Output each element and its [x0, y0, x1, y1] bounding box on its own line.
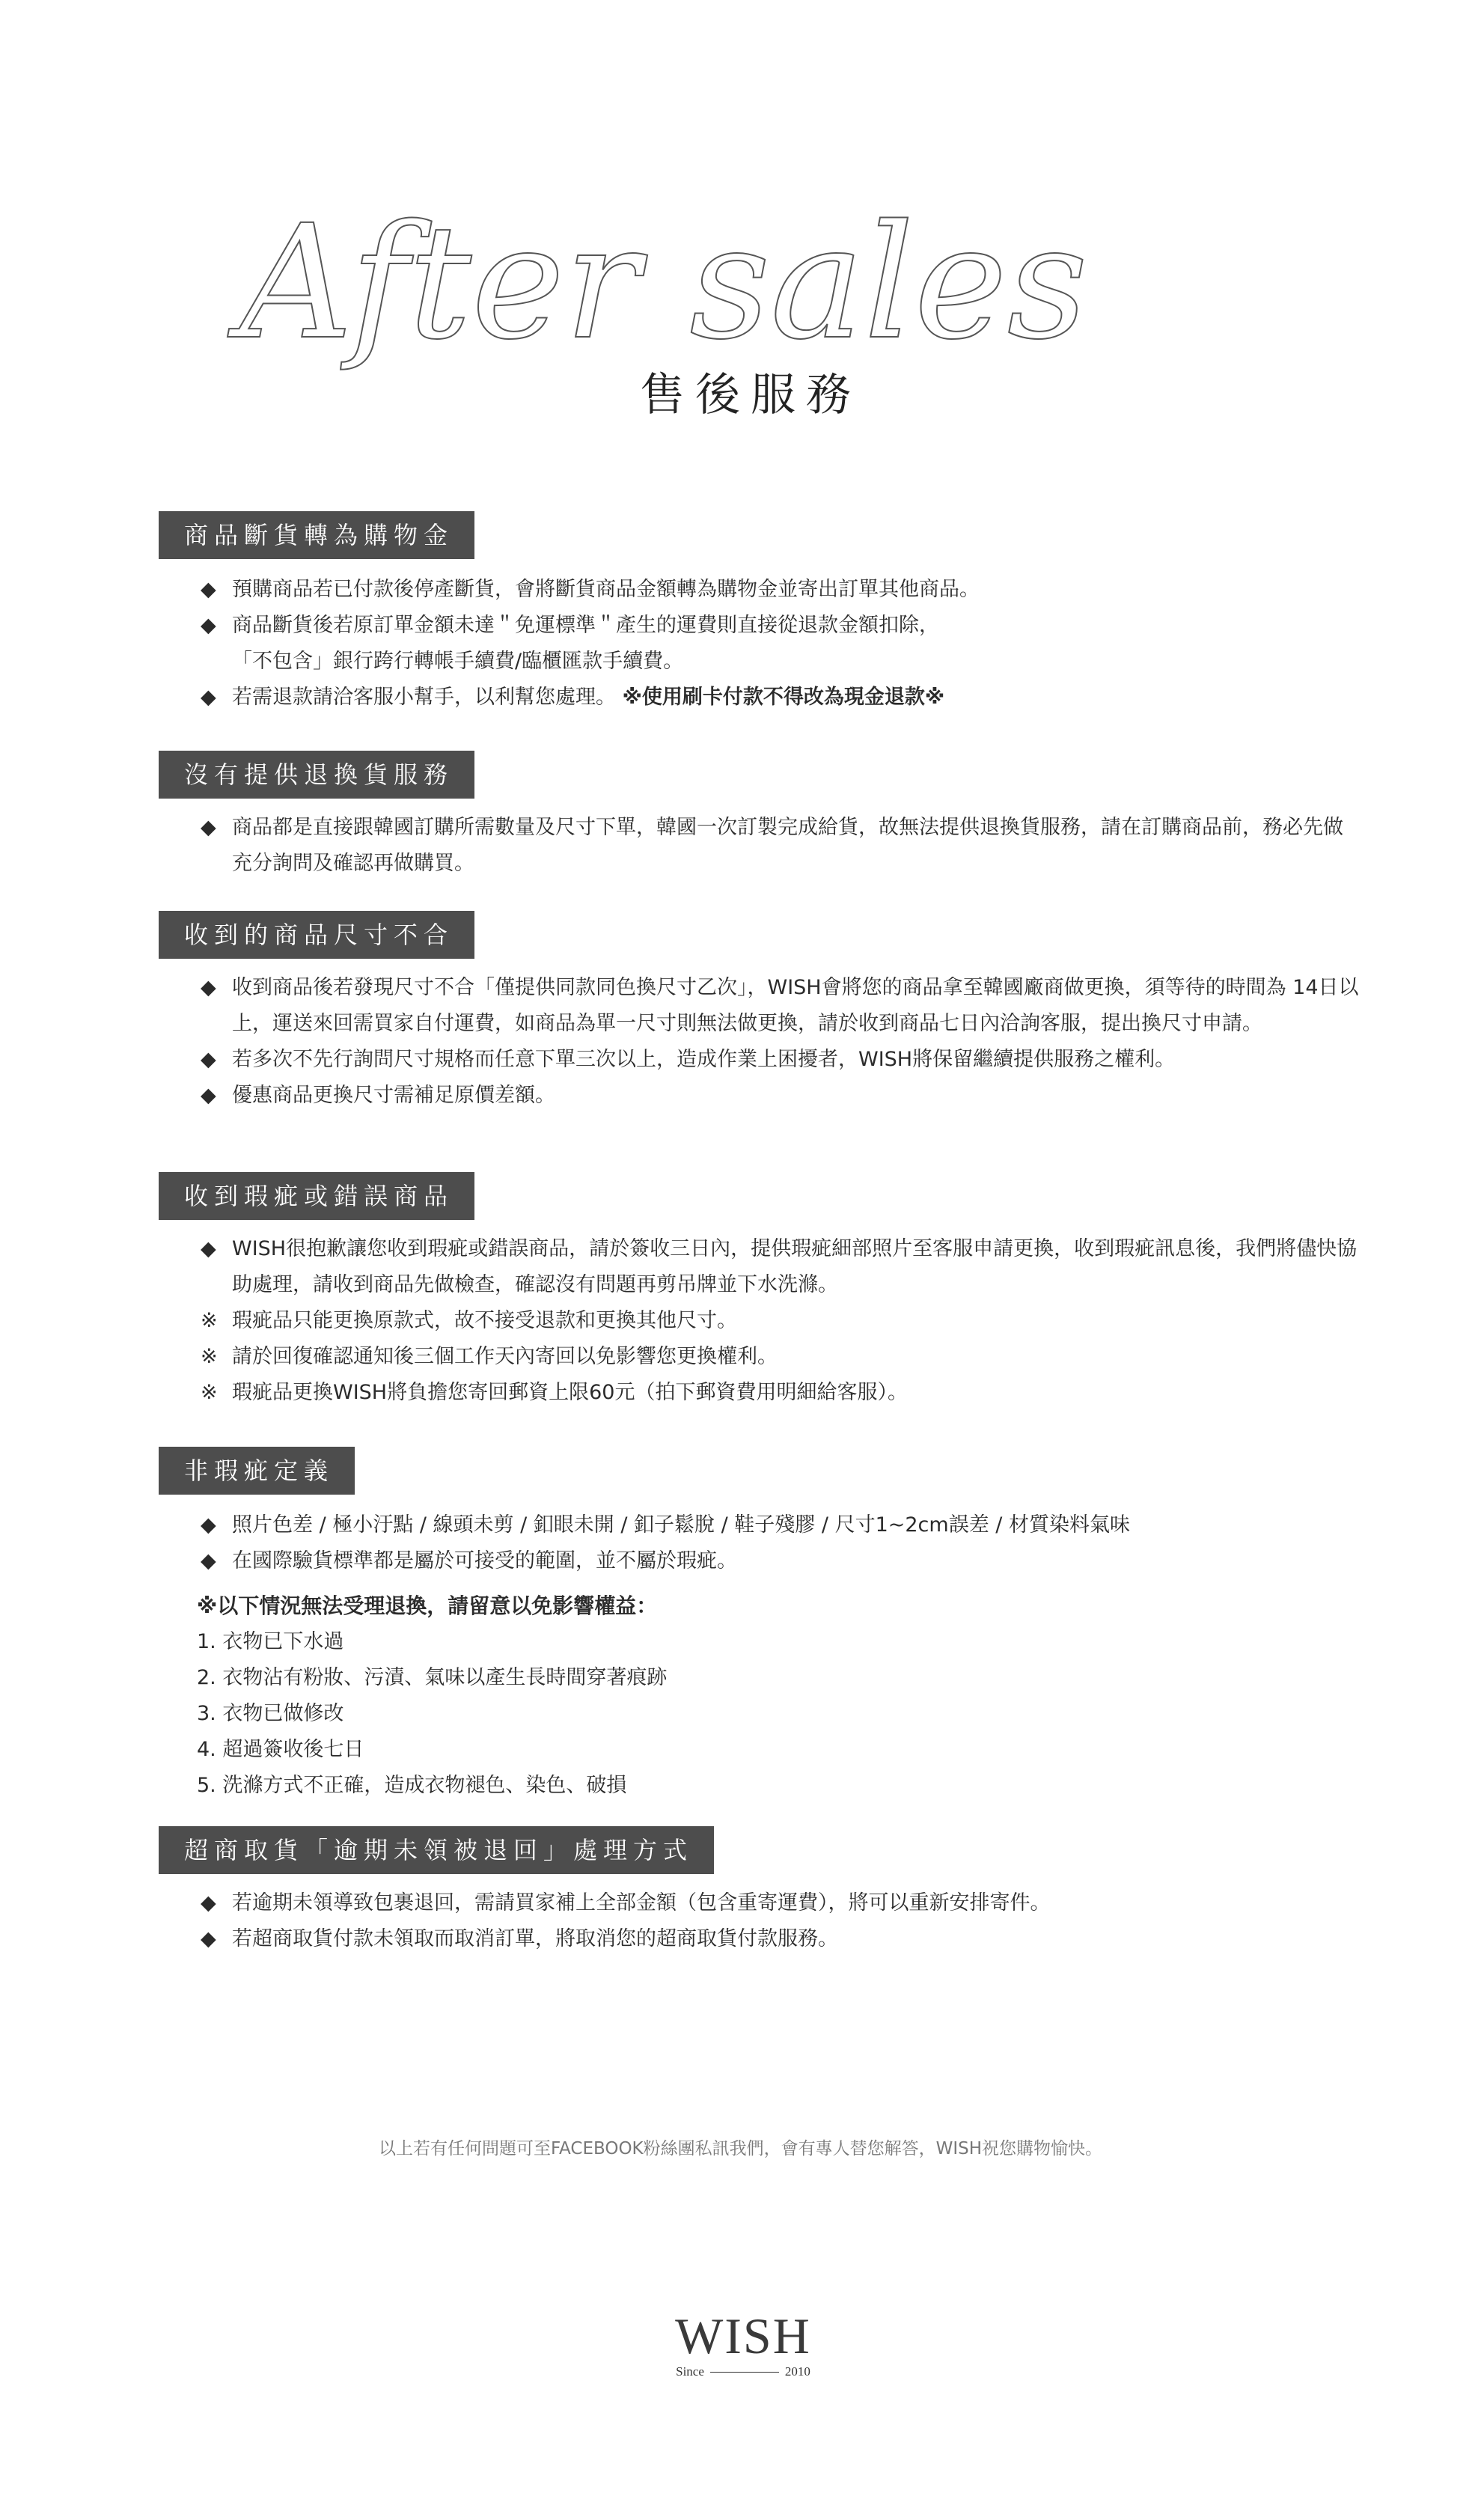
diamond-bullet-icon: ◆: [201, 1513, 216, 1537]
list-item: [201, 810, 1361, 882]
item-text: 預購商品若已付款後停產斷貨，會將斷貨商品金額轉為購物金並寄出訂單其他商品。: [232, 578, 980, 601]
logo-wordmark: WISH: [675, 2307, 811, 2364]
logo-year: 2010: [784, 2364, 810, 2379]
item-text: 瑕疵品更換WISH將負擔您寄回郵資上限60元（拍下郵資費用明細給客服）。: [232, 1381, 908, 1404]
diamond-bullet-icon: ◆: [201, 614, 216, 637]
diamond-bullet-icon: ◆: [201, 816, 216, 839]
logo-since-label: Since: [676, 2364, 704, 2379]
list-item: [201, 1921, 1361, 1957]
section-non-defect-list: [201, 1507, 1361, 1579]
item-text: 「不包含」銀行跨行轉帳手續費/臨櫃匯款手續費。: [232, 650, 684, 673]
reference-mark-icon: ※: [201, 1345, 218, 1368]
list-item: [201, 970, 1361, 1042]
item-text: 商品斷貨後若原訂單金額未達＂免運標準＂產生的運費則直接從退款金額扣除，: [232, 614, 939, 637]
numbered-item: 4. 超過簽收後七日: [197, 1738, 364, 1761]
reference-mark-icon: ※: [201, 1381, 218, 1404]
list-item: [201, 1507, 1361, 1543]
numbered-item: 2. 衣物沾有粉妝、污漬、氣味以產生長時間穿著痕跡: [197, 1666, 668, 1689]
diamond-bullet-icon: ◆: [201, 1237, 216, 1260]
wish-logo: [665, 2309, 822, 2379]
item-text: 瑕疵品只能更換原款式，故不接受退款和更換其他尺寸。: [232, 1309, 737, 1332]
no-return-conditions-list: [197, 1624, 667, 1804]
card-refund-notice: ※使用刷卡付款不得改為現金退款※: [622, 686, 945, 709]
list-item: [201, 572, 1361, 608]
logo-since-line: [665, 2364, 822, 2379]
numbered-item: 1. 衣物已下水過: [197, 1630, 344, 1653]
diamond-bullet-icon: ◆: [201, 1084, 216, 1107]
page-title: 售後服務: [640, 369, 861, 421]
section-tag-no-returns: 沒有提供退換貨服務: [159, 751, 474, 799]
section-tag-size-mismatch: 收到的商品尺寸不合: [159, 911, 474, 959]
footer-contact-note: 以上若有任何問題可至FACEBOOK粉絲團私訊我們，會有專人替您解答，WISH祝您購物愉快。: [378, 2139, 1103, 2159]
section-no-returns-list: [201, 810, 1361, 882]
item-text: 請於回復確認通知後三個工作天內寄回以免影響您更換權利。: [232, 1345, 778, 1368]
list-item: [201, 1078, 1361, 1114]
numbered-item: 3. 衣物已做修改: [197, 1702, 344, 1725]
section-tag-non-defect: 非瑕疵定義: [159, 1447, 355, 1495]
item-text: 優惠商品更換尺寸需補足原價差額。: [232, 1084, 555, 1107]
list-item: [201, 1042, 1361, 1078]
diamond-bullet-icon: ◆: [201, 1927, 216, 1950]
logo-divider: [710, 2372, 779, 2373]
section-defective-list: [201, 1231, 1361, 1411]
item-text: 收到商品後若發現尺寸不合「僅提供同款同色換尺寸乙次」，WISH會將您的商品拿至韓國廠商做更換，須等待的時間為 14日以上，運送來回需買家自付運費，如商品為單一尺寸則無法做更換，請於收到商品七日內洽詢客服，提出換尺寸申請。: [232, 976, 1359, 1035]
section-size-mismatch-list: [201, 970, 1361, 1114]
reference-mark-icon: ※: [201, 1309, 218, 1332]
diamond-bullet-icon: ◆: [201, 1549, 216, 1572]
item-text: 在國際驗貨標準都是屬於可接受的範圍，並不屬於瑕疵。: [232, 1549, 737, 1572]
list-item: [201, 1885, 1361, 1921]
diamond-bullet-icon: ◆: [201, 976, 216, 999]
list-item: [201, 1375, 1361, 1411]
item-text: 商品都是直接跟韓國訂購所需數量及尺寸下單，韓國一次訂製完成給貨，故無法提供退換貨服務，請在訂購商品前，務必先做充分詢問及確認再做購買。: [232, 816, 1343, 875]
list-item: [201, 1543, 1361, 1579]
section-out-of-stock-list: [201, 572, 1361, 716]
diamond-bullet-icon: ◆: [201, 578, 216, 601]
list-item: [201, 680, 1361, 716]
list-item: [201, 644, 1361, 680]
diamond-bullet-icon: ◆: [201, 686, 216, 709]
numbered-item: 5. 洗滌方式不正確，造成衣物褪色、染色、破損: [197, 1774, 627, 1797]
item-text: 若超商取貨付款未領取而取消訂單，將取消您的超商取貨付款服務。: [232, 1927, 838, 1950]
section-tag-store-pickup: 超商取貨「逾期未領被退回」處理方式: [159, 1826, 714, 1874]
diamond-bullet-icon: ◆: [201, 1891, 216, 1915]
section-store-pickup-list: [201, 1885, 1361, 1957]
list-item: [201, 1303, 1361, 1339]
item-text: 照片色差 / 極小汙點 / 線頭未剪 / 釦眼未開 / 釦子鬆脫 / 鞋子殘膠 / 尺寸1~2cm誤差 / 材質染料氣味: [232, 1513, 1130, 1537]
item-text: 若逾期未領導致包裹退回，需請買家補上全部金額（包含重寄運費），將可以重新安排寄件。: [232, 1891, 1051, 1915]
diamond-bullet-icon: ◆: [201, 1048, 216, 1071]
section-tag-defective: 收到瑕疵或錯誤商品: [159, 1172, 474, 1220]
item-text: WISH很抱歉讓您收到瑕疵或錯誤商品，請於簽收三日內，提供瑕疵細部照片至客服申請更換，收到瑕疵訊息後，我們將儘快協助處理，請收到商品先做檢查，確認沒有問題再剪吊牌並下水洗滌。: [232, 1237, 1358, 1296]
item-text: 若需退款請洽客服小幫手，以利幫您處理。: [232, 686, 616, 709]
section-tag-out-of-stock: 商品斷貨轉為購物金: [159, 511, 474, 559]
no-return-conditions-title: ※以下情況無法受理退換，請留意以免影響權益：: [197, 1593, 658, 1618]
list-item: [201, 1231, 1361, 1303]
list-item: [201, 608, 1361, 644]
list-item: [201, 1339, 1361, 1375]
script-title-text: After sales: [239, 191, 1088, 374]
item-text: 若多次不先行詢問尺寸規格而任意下單三次以上，造成作業上困擾者，WISH將保留繼續提供服務之權利。: [232, 1048, 1176, 1071]
